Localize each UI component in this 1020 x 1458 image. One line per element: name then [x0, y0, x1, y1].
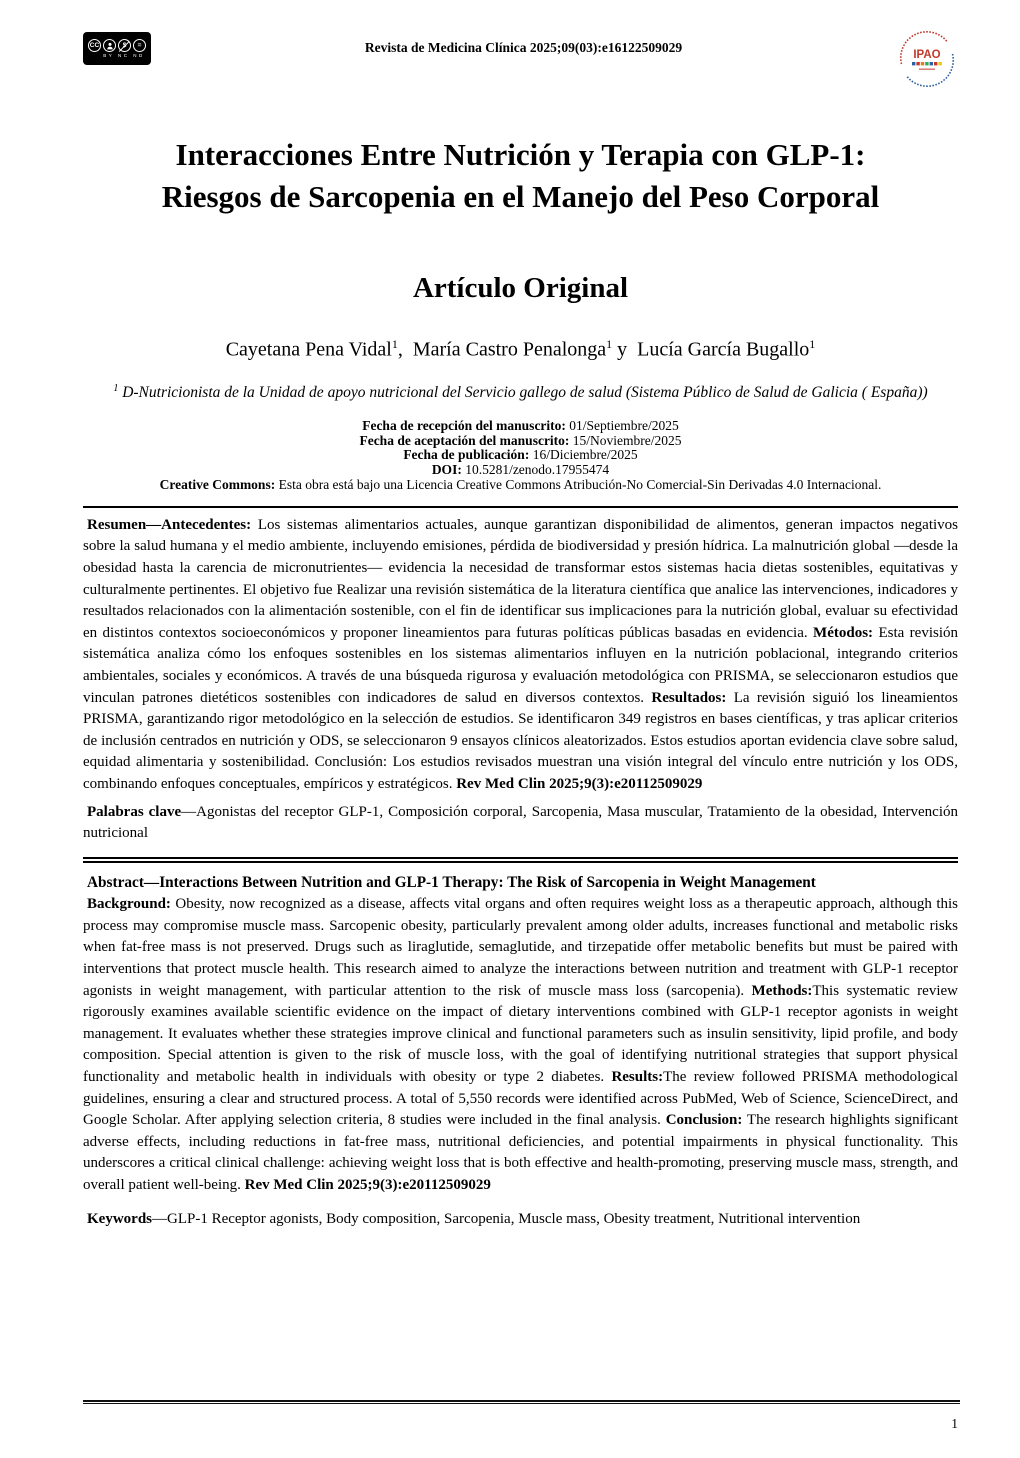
results-label: Results:: [611, 1069, 664, 1086]
received-date-value: 01/Septiembre/2025: [569, 417, 679, 433]
keywords-paragraph: [83, 1209, 958, 1231]
published-date-label: Fecha de publicación:: [403, 447, 530, 463]
palabras-clave-text: —Agonistas del receptor GLP-1, Composición corporal, Sarcopenia, Masa muscular, Tratamiento de la obesidad, Intervención nutricional: [83, 803, 958, 842]
methods-label: Methods:: [751, 982, 813, 999]
received-date-label: Fecha de recepción del manuscrito:: [362, 417, 566, 433]
manuscript-meta-block: [83, 419, 958, 493]
divider-above-resumen: [83, 506, 958, 508]
ipao-logo-text: IPAO: [913, 49, 941, 61]
cc-license-icons: [88, 39, 146, 52]
abstract-results-text: The review followed PRISMA methodological guidelines, ensuring a clear and structured process. A total of 5,550 records were identified across PubMed, Web of Science, ScienceDirect, and Google Scholar. After applying selection criteria, 8 studies were included in the final analysis.: [83, 1069, 958, 1129]
conclusion-label: Conclusion:: [665, 1112, 743, 1129]
article-title-line2: Riesgos de Sarcopenia en el Manejo del Peso Corporal: [161, 179, 880, 214]
author-affiliation-marker: 1: [391, 337, 398, 351]
resumen-resultados-text: La revisión siguió los lineamientos PRISMA, garantizando rigor metodológico en la selección de estudios. Se identificaron 349 registros en bases científicas, y tras aplicar criterios de inclusión centrados en nutrición y ODS, se seleccionaron 9 ensayos clínicos aleatorizados. Estos estudios aportan evidencia clave sobre salud, equidad alimentaria y sostenibilidad. Conclusión: Los estudios revisados muestran una visión integral del vínculo entre nutrición y los ODS, combinando enfoques conceptuales, empíricos y estratégicos.: [83, 689, 958, 792]
keywords-text: —GLP-1 Receptor agonists, Body composition, Sarcopenia, Muscle mass, Obesity treatment, Nutritional intervention: [152, 1210, 861, 1227]
resumen-label: Resumen—Antecedentes:: [87, 516, 252, 533]
author-affiliation-marker: 1: [606, 337, 613, 351]
resumen-citation: Rev Med Clin 2025;9(3):e20112509029: [456, 775, 703, 792]
palabras-clave-paragraph: [83, 802, 958, 845]
author-name: y Lucía García Bugallo: [612, 338, 810, 361]
resumen-paragraph: [83, 515, 958, 796]
nd-equals-icon: =: [133, 39, 146, 52]
article-title-line1: Interacciones Entre Nutrición y Terapia con GLP-1:: [175, 137, 866, 172]
metodos-label: Métodos:: [813, 624, 874, 641]
doi-label: DOI:: [431, 462, 462, 478]
creative-commons-text: Esta obra está bajo una Licencia Creative Commons Atribución-No Comercial-Sin Derivadas 4.0 Internacional.: [278, 477, 882, 492]
footer-divider: [83, 1400, 960, 1404]
article-type-heading: Artículo Original: [412, 272, 629, 304]
ipao-color-squares: [912, 62, 942, 65]
journal-reference: Revista de Medicina Clínica 2025;09(03):e16122509029: [364, 40, 683, 55]
abstract-methods-text: This systematic review rigorously examines available scientific evidence on the impact of dietary interventions combined with GLP-1 receptor agonists in weight management. It evaluates whether these strategies improve clinical and functional parameters such as insulin sensitivity, lipid profile, and body composition. Special attention is given to the risk of muscle loss, with the goal of identifying nutritional strategies that support physical functionality and metabolic health in individuals with obesity or type 2 diabetes.: [83, 982, 958, 1086]
accepted-date-value: 15/Noviembre/2025: [572, 432, 682, 448]
resumen-metodos-text: Esta revisión sistemática analiza cómo los enfoques sostenibles en los sistemas alimentarios influyen en la nutrición poblacional, integrando criterios ambientales, sociales y económicos. A través de una búsqueda rigurosa y evaluación metodológica con PRISMA, se seleccionaron estudios que vinculan patrones dietéticos sostenibles con indicadores de salud en diversos contextos.: [83, 624, 959, 706]
accepted-date-label: Fecha de aceptación del manuscrito:: [359, 432, 570, 448]
creative-commons-label: Creative Commons:: [159, 477, 276, 492]
resultados-label: Resultados:: [651, 689, 727, 706]
divider-above-abstract: [83, 857, 958, 863]
abstract-citation: Rev Med Clin 2025;9(3):e20112509029: [244, 1177, 491, 1194]
cc-icon: CC: [88, 39, 101, 52]
published-date-line: [83, 448, 958, 463]
abstract-heading: Abstract—Interactions Between Nutrition and GLP-1 Therapy: The Risk of Sarcopenia in Weight Management: [87, 873, 816, 891]
resumen-antecedentes-text: Los sistemas alimentarios actuales, aunque garantizan disponibilidad de alimentos, generan impactos negativos sobre la salud humana y el medio ambiente, incluyendo emisiones, pérdida de biodiversidad y presión hídrica. La malnutrición global —desde la obesidad hasta la carencia de micronutrientes— evidencia la necesidad de transformar estos sistemas hacia dietas sostenibles, equitativas y culturalmente pertinentes. El objetivo fue Realizar una revisión sistemática de la literatura científica que analice las intervenciones, indicadores y resultados relacionados con la alimentación sostenible, con el fin de identificar sus implicaciones para la nutrición global, evaluar su efectividad en distintos contextos socioeconómicos y proponer lineamientos para futuras políticas públicas basadas en evidencia.: [83, 516, 958, 641]
creative-commons-line: [83, 478, 958, 493]
nc-dollar-icon: [118, 39, 131, 52]
author-name: Cayetana Pena Vidal: [225, 338, 392, 361]
author-affiliation-marker: 1: [809, 337, 816, 351]
affiliation-marker: 1: [113, 382, 119, 394]
abstract-paragraph: [83, 894, 958, 1196]
ipao-logo: [896, 28, 958, 90]
published-date-value: 16/Diciembre/2025: [532, 447, 638, 463]
doi-line: [83, 463, 958, 478]
accepted-date-line: [83, 434, 958, 449]
affiliation-line: [83, 383, 958, 402]
authors-line: [83, 337, 958, 362]
page-number: 1: [951, 1416, 958, 1431]
abstract-background-text: Obesity, now recognized as a disease, affects vital organs and often requires weight loss as a therapeutic approach, although this process may compromise muscle mass. Sarcopenic obesity, particularly prevalent among older adults, increases functional and metabolic risks when fat-free mass is not preserved. Drugs such as liraglutide, semaglutide, and tirzepatide offer metabolic benefits but must be paired with interventions that protect muscle health. This research aimed to analyze the interactions between nutrition and treatment with GLP-1 receptor agonists in weight management, with particular attention to the risk of muscle mass loss (sarcopenia).: [83, 896, 958, 999]
received-date-line: [83, 419, 958, 434]
palabras-clave-label: Palabras clave: [87, 803, 182, 820]
author-name: , María Castro Penalonga: [397, 338, 607, 361]
background-label: Background:: [87, 896, 171, 913]
doi-value: 10.5281/zenodo.17955474: [465, 462, 610, 478]
creative-commons-badge: [83, 32, 151, 65]
affiliation-text: D-Nutricionista de la Unidad de apoyo nutricional del Servicio gallego de salud (Sistema Público de Salud de Galicia ( España)): [118, 383, 928, 401]
keywords-label: Keywords: [87, 1210, 152, 1227]
page-header: [83, 28, 958, 94]
article-title: [83, 134, 958, 218]
abstract-conclusion-text: The research highlights significant adverse effects, including reductions in fat-free mass, nutritional deficiencies, and potential impairments in physical functionality. This underscores a critical clinical challenge: achieving weight loss that is both effective and health-promoting, preserving muscle mass, strength, and overall patient well-being.: [83, 1112, 958, 1194]
cc-license-letters: BY NC ND: [103, 53, 145, 58]
by-person-icon: [103, 39, 116, 52]
